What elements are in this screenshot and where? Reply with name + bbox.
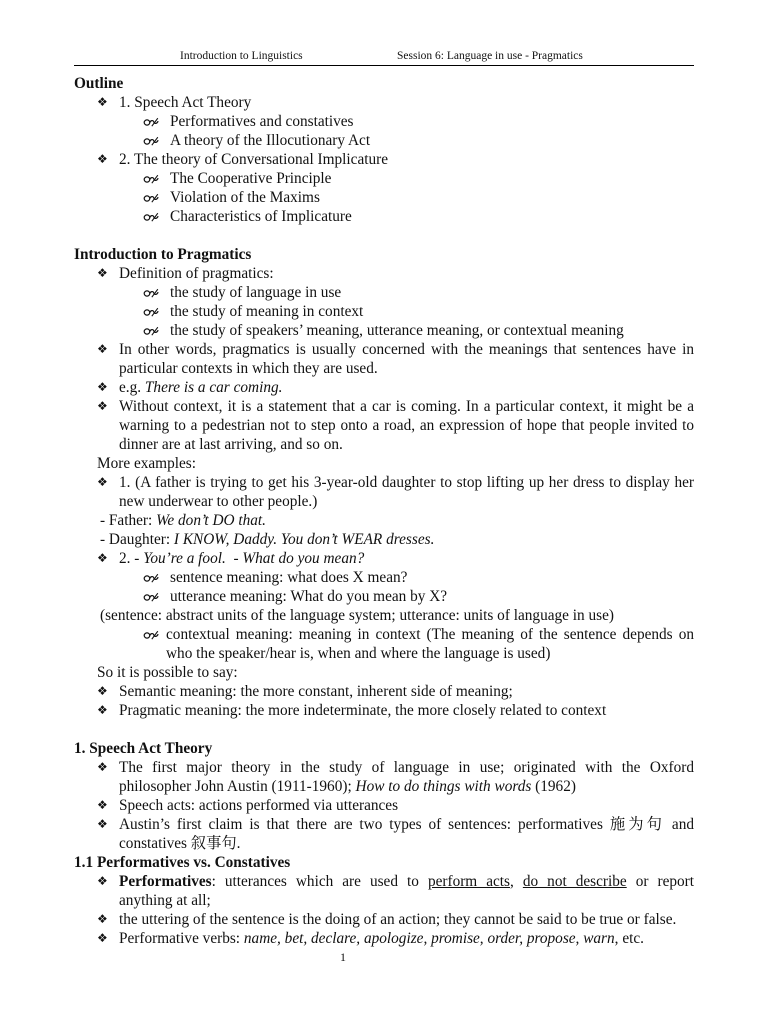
ornament-bullet-icon <box>143 288 160 298</box>
text-segment: philosopher John Austin (1911-1960); <box>119 777 356 795</box>
diamond-bullet-icon: ❖ <box>97 474 108 489</box>
subsection-heading-line <box>74 853 694 872</box>
sub-list-item <box>74 207 694 226</box>
example2-line <box>119 549 364 568</box>
text-segment: : utterances which are used to <box>211 872 428 890</box>
father-line <box>100 511 266 530</box>
performative-verbs-line <box>119 929 644 948</box>
paragraph-line: constatives 叙事句. <box>119 834 241 852</box>
list-item <box>74 872 694 891</box>
sub-list-item <box>74 587 694 606</box>
paragraph-continuation <box>74 644 694 663</box>
uttering-statement: the uttering of the sentence is the doing of an action; they cannot be said to be true or false. <box>119 910 677 928</box>
list-item <box>74 378 694 397</box>
paragraph-line: In other words, pragmatics is usually concerned with the meanings that sentences have in <box>119 340 694 358</box>
list-item <box>74 549 694 568</box>
outline-sub-item: The Cooperative Principle <box>170 169 332 187</box>
sub-list-item <box>74 568 694 587</box>
definition-item: the study of speakers’ meaning, utterance meaning, or contextual meaning <box>170 321 624 339</box>
ornament-bullet-icon <box>143 174 160 184</box>
diamond-bullet-icon: ❖ <box>97 550 108 565</box>
diamond-bullet-icon: ❖ <box>97 265 108 280</box>
paragraph-continuation <box>74 416 694 435</box>
example-dialogue: - You’re a fool. - What do you mean? <box>134 549 365 567</box>
ornament-bullet-icon <box>143 307 160 317</box>
list-item <box>74 758 694 777</box>
list-item <box>74 682 694 701</box>
paragraph-line: 1. (A father is trying to get his 3-year-old daughter to stop lifting up her dress to display her <box>119 473 694 491</box>
paragraph-continuation <box>74 492 694 511</box>
sub-list-item <box>74 302 694 321</box>
ornament-bullet-icon <box>143 136 160 146</box>
sub-list-item <box>74 625 694 644</box>
outline-item: 1. Speech Act Theory <box>119 93 252 111</box>
section-heading: 1. Speech Act Theory <box>74 739 213 757</box>
dialogue-line <box>74 511 694 530</box>
list-item <box>74 340 694 359</box>
list-item <box>74 264 694 283</box>
meaning-item: sentence meaning: what does X mean? <box>170 568 408 586</box>
daughter-line <box>100 530 434 549</box>
paragraph-line: Austin’s first claim is that there are two types of sentences: performatives 施为句 and <box>119 815 694 833</box>
diamond-bullet-icon: ❖ <box>97 683 108 698</box>
outline-sub-item: Performatives and constatives <box>170 112 354 130</box>
diamond-bullet-icon: ❖ <box>97 151 108 166</box>
paragraph-line: new underwear to other people.) <box>119 492 318 510</box>
example-sentence: There is a car coming. <box>144 378 283 396</box>
list-item <box>74 150 694 169</box>
paragraph-continuation <box>74 891 694 910</box>
footer-line <box>74 948 694 967</box>
header-course-title: Introduction to Linguistics <box>180 50 303 62</box>
ornament-bullet-icon <box>143 630 160 640</box>
spacer <box>74 226 694 245</box>
diamond-bullet-icon: ❖ <box>97 398 108 413</box>
diamond-bullet-icon: ❖ <box>97 379 108 394</box>
subsection-heading: 1.1 Performatives vs. Constatives <box>74 853 291 871</box>
diamond-bullet-icon: ❖ <box>97 94 108 109</box>
definition-item: the study of language in use <box>170 283 342 301</box>
list-item <box>74 929 694 948</box>
ornament-bullet-icon <box>143 326 160 336</box>
outline-sub-item: A theory of the Illocutionary Act <box>170 131 371 149</box>
ornament-bullet-icon <box>143 117 160 127</box>
outline-sub-item: Characteristics of Implicature <box>170 207 352 225</box>
sub-list-item <box>74 169 694 188</box>
book-title: How to do things with words <box>355 777 532 795</box>
diamond-bullet-icon: ❖ <box>97 930 108 945</box>
note-line <box>74 606 694 625</box>
semantic-meaning: Semantic meaning: the more constant, inherent side of meaning; <box>119 682 513 700</box>
meaning-item: utterance meaning: What do you mean by X? <box>170 587 448 605</box>
spacer <box>74 720 694 739</box>
list-item <box>74 910 694 929</box>
running-header <box>74 48 694 66</box>
definition-label: Definition of pragmatics: <box>119 264 274 282</box>
more-examples-line <box>74 454 694 473</box>
underlined-phrase: do not describe <box>522 872 627 890</box>
speaker-label: - Daughter: <box>100 530 174 548</box>
verbs-suffix: , etc. <box>614 929 644 947</box>
sub-list-item <box>74 283 694 302</box>
paragraph-line: warning to a pedestrian not to step onto a road, an expression of hope that people invited to <box>119 416 694 434</box>
paragraph-line <box>119 777 576 796</box>
outline-heading-line <box>74 74 694 93</box>
text-segment: (1962) <box>531 777 576 795</box>
document-body <box>74 74 694 967</box>
example-number: 2. <box>119 549 135 567</box>
sub-list-item <box>74 131 694 150</box>
paragraph-continuation <box>74 777 694 796</box>
page-number: 1 <box>340 949 346 964</box>
so-possible-label: So it is possible to say: <box>97 663 238 681</box>
header-session-title: Session 6: Language in use - Pragmatics <box>397 50 583 62</box>
diamond-bullet-icon: ❖ <box>97 873 108 888</box>
paragraph-line: The first major theory in the study of language in use; originated with the Oxford <box>119 758 694 776</box>
list-item <box>74 701 694 720</box>
so-possible-line <box>74 663 694 682</box>
list-item <box>74 796 694 815</box>
diamond-bullet-icon: ❖ <box>97 816 108 831</box>
ornament-bullet-icon <box>143 212 160 222</box>
more-examples-label: More examples: <box>97 454 196 472</box>
paragraph-continuation <box>74 435 694 454</box>
paragraph-line: dinner are at last arriving, and so on. <box>119 435 343 453</box>
dialogue-line <box>74 530 694 549</box>
definition-item: the study of meaning in context <box>170 302 364 320</box>
list-item <box>74 815 694 834</box>
diamond-bullet-icon: ❖ <box>97 759 108 774</box>
example-line <box>119 378 282 397</box>
paragraph-continuation <box>74 834 694 853</box>
verbs-label: Performative verbs: <box>119 929 244 947</box>
example-prefix: e.g. <box>119 378 145 396</box>
speaker-label: - Father: <box>100 511 157 529</box>
sub-list-item <box>74 188 694 207</box>
underlined-phrase: perform acts <box>427 872 511 890</box>
sub-list-item <box>74 112 694 131</box>
outline-sub-item: Violation of the Maxims <box>170 188 320 206</box>
paragraph-line <box>119 872 694 891</box>
speech-acts-definition: Speech acts: actions performed via utterances <box>119 796 399 814</box>
paragraph-line: who the speaker/hear is, when and where the language is used) <box>166 644 551 662</box>
utterance: We don’t DO that. <box>156 511 266 529</box>
ornament-bullet-icon <box>143 573 160 583</box>
list-item <box>74 397 694 416</box>
diamond-bullet-icon: ❖ <box>97 341 108 356</box>
verbs-list: name, bet, declare, apologize, promise, order, propose, warn <box>243 929 615 947</box>
intro-heading-line <box>74 245 694 264</box>
sub-list-item <box>74 321 694 340</box>
paragraph-line: particular contexts in which they are used. <box>119 359 378 377</box>
text-segment: , <box>510 872 523 890</box>
paragraph-continuation <box>74 359 694 378</box>
paragraph-line: Without context, it is a statement that a car is coming. In a particular context, it might be a <box>119 397 694 415</box>
list-item <box>74 93 694 112</box>
section-heading: Introduction to Pragmatics <box>74 245 252 263</box>
outline-heading: Outline <box>74 74 124 92</box>
list-item <box>74 473 694 492</box>
diamond-bullet-icon: ❖ <box>97 911 108 926</box>
sentence-note: (sentence: abstract units of the language system; utterance: units of language in use) <box>100 606 614 624</box>
pragmatic-meaning: Pragmatic meaning: the more indeterminate, the more closely related to context <box>119 701 607 719</box>
utterance: I KNOW, Daddy. You don’t WEAR dresses. <box>173 530 435 548</box>
diamond-bullet-icon: ❖ <box>97 702 108 717</box>
term: Performatives <box>119 872 212 890</box>
speech-act-heading-line <box>74 739 694 758</box>
ornament-bullet-icon <box>143 592 160 602</box>
paragraph-line: anything at all; <box>119 891 211 909</box>
ornament-bullet-icon <box>143 193 160 203</box>
diamond-bullet-icon: ❖ <box>97 797 108 812</box>
text-segment: or report <box>626 872 694 890</box>
meaning-item: contextual meaning: meaning in context (The meaning of the sentence depends on <box>166 625 694 643</box>
outline-item: 2. The theory of Conversational Implicature <box>119 150 389 168</box>
